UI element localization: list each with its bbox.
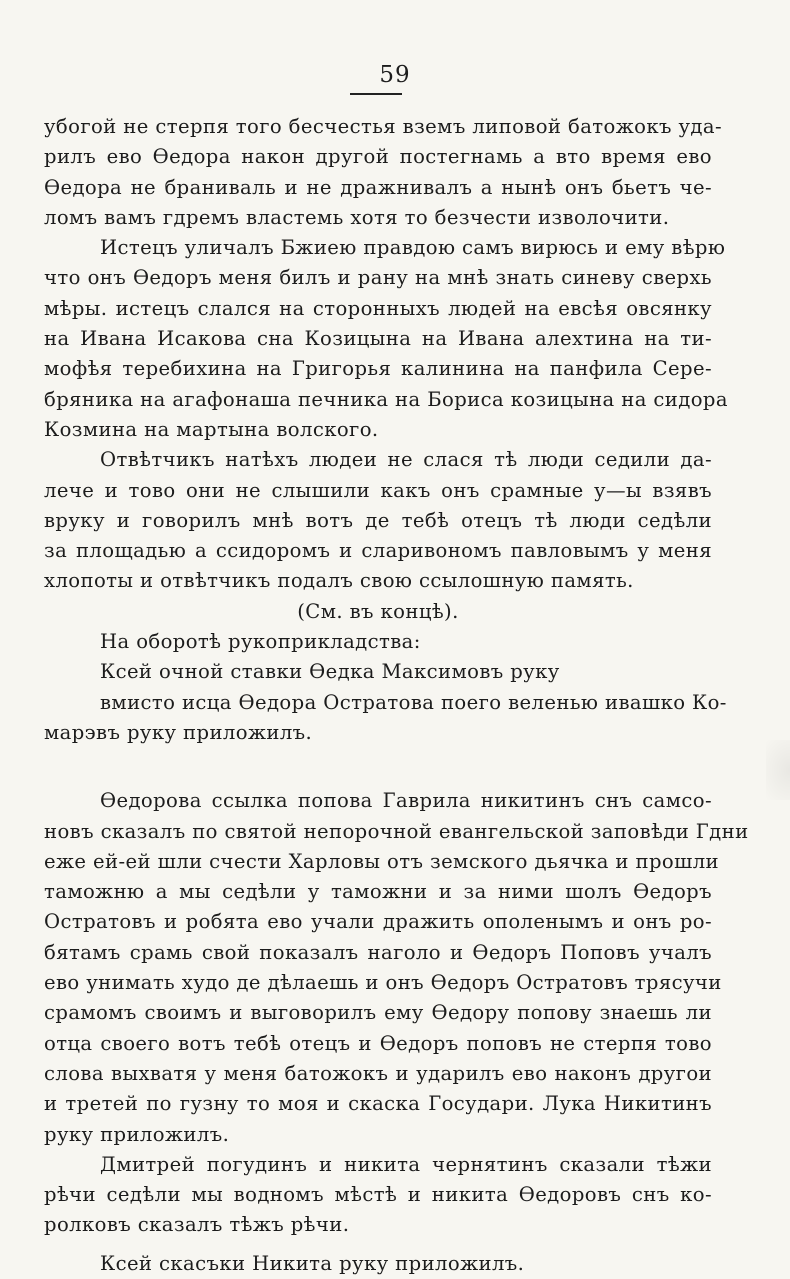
text-line: ево унимать худо де дѣлаешь и онъ Ѳедоръ Остратовъ трясучи — [44, 971, 722, 995]
paragraph-gap — [44, 1241, 712, 1249]
text-line: Ѳедора не браниваль и не дражнивалъ а нынѣ онъ бьетъ че- — [44, 175, 712, 199]
text-line: мѣры. истецъ слался на сторонныхъ людей на евсѣя овсянку — [44, 296, 712, 320]
text-line: лече и тово они не слышили какъ онъ срамные у—ы взявъ — [44, 478, 712, 502]
text-line: ломъ вамъ гдремъ властемь хотя то безчести изволочити. — [44, 205, 670, 229]
text-line: за площадью а ссидоромъ и сларивономъ павловымъ у меня — [44, 539, 712, 563]
text-line: еже ей-ей шли счести Харловы отъ земского дьячка и прошли — [44, 849, 720, 873]
text-line: вмисто исца Ѳедора Остратова поего веленью ивашко Ко- — [100, 690, 727, 714]
text-line: бряника на агафонаша печника на Бориса козицына на сидора — [44, 387, 728, 411]
text-line: (См. въ концѣ). — [297, 599, 459, 623]
page-number: 59 — [379, 62, 411, 88]
text-line: убогой не стерпя того бесчестья вземъ липовой батожокъ уда- — [44, 115, 722, 138]
text-line: Отвѣтчикъ натѣхъ людеи не слася тѣ люди седили да- — [100, 448, 712, 472]
text-line: Остратовъ и робята ево учали дражить ополенымъ и онъ ро- — [44, 910, 712, 934]
text-line: Ксей скасъки Никита руку приложилъ. — [100, 1251, 525, 1275]
document-body — [44, 112, 749, 1279]
text-line: отца своего вотъ тебѣ отецъ и Ѳедоръ поповъ не стерпя тово — [44, 1031, 712, 1055]
text-line: мофѣя теребихина на Григорья калинина на панфила Сере- — [44, 357, 712, 381]
text-line: Истецъ уличалъ Бжиею правдою самъ вирюсь и ему вѣрю — [100, 236, 726, 260]
text-line: Козмина на мартына волского. — [44, 417, 379, 441]
page-number-rule — [350, 93, 402, 95]
text-line: хлопоты и отвѣтчикъ подалъ свою ссылошную память. — [44, 569, 634, 593]
text-line: рилъ ево Ѳедора након другой постегнамь а вто время ево — [44, 145, 712, 169]
text-line: На оборотѣ рукоприкладства: — [100, 630, 421, 654]
scan-shadow — [766, 740, 790, 800]
text-line: что онъ Ѳедоръ меня билъ и рану на мнѣ знать синеву сверхь — [44, 266, 712, 290]
text-line: ролковъ сказалъ тѣжъ рѣчи. — [44, 1213, 350, 1237]
paragraph-gap — [44, 748, 712, 786]
text-line: руку приложилъ. — [44, 1122, 230, 1146]
text-line: срамомъ своимъ и выговорилъ ему Ѳедору попову знаешь ли — [44, 1001, 712, 1025]
text-line: таможню а мы седѣли у таможни и за ними шолъ Ѳедоръ — [44, 880, 712, 904]
text-line: слова выхватя у меня батожокъ и ударилъ ево наконъ другои — [44, 1061, 712, 1085]
text-line: марэвъ руку приложилъ. — [44, 720, 313, 744]
text-line: и третей по гузну то моя и скаска Государи. Лука Никитинъ — [44, 1092, 712, 1116]
text-line: Дмитрей погудинъ и никита чернятинъ сказали тѣжи — [100, 1152, 712, 1176]
text-line: Ксей очной ставки Ѳедка Максимовъ руку — [100, 660, 560, 684]
text-line: Ѳедорова ссылка попова Гаврила никитинъ снъ самсо- — [100, 789, 712, 813]
text-line: рѣчи седѣли мы водномъ мѣстѣ и никита Ѳедоровъ снъ ко- — [44, 1183, 712, 1207]
text-line: вруку и говорилъ мнѣ вотъ де тебѣ отецъ тѣ люди седѣли — [44, 508, 712, 532]
text-line: на Ивана Исакова сна Козицына на Ивана алехтина на ти- — [44, 327, 712, 351]
text-line: новъ сказалъ по святой непорочной евангельской заповѣди Гдни — [44, 819, 749, 843]
text-line: бятамъ срамь свой показалъ наголо и Ѳедоръ Поповъ учалъ — [44, 940, 712, 964]
